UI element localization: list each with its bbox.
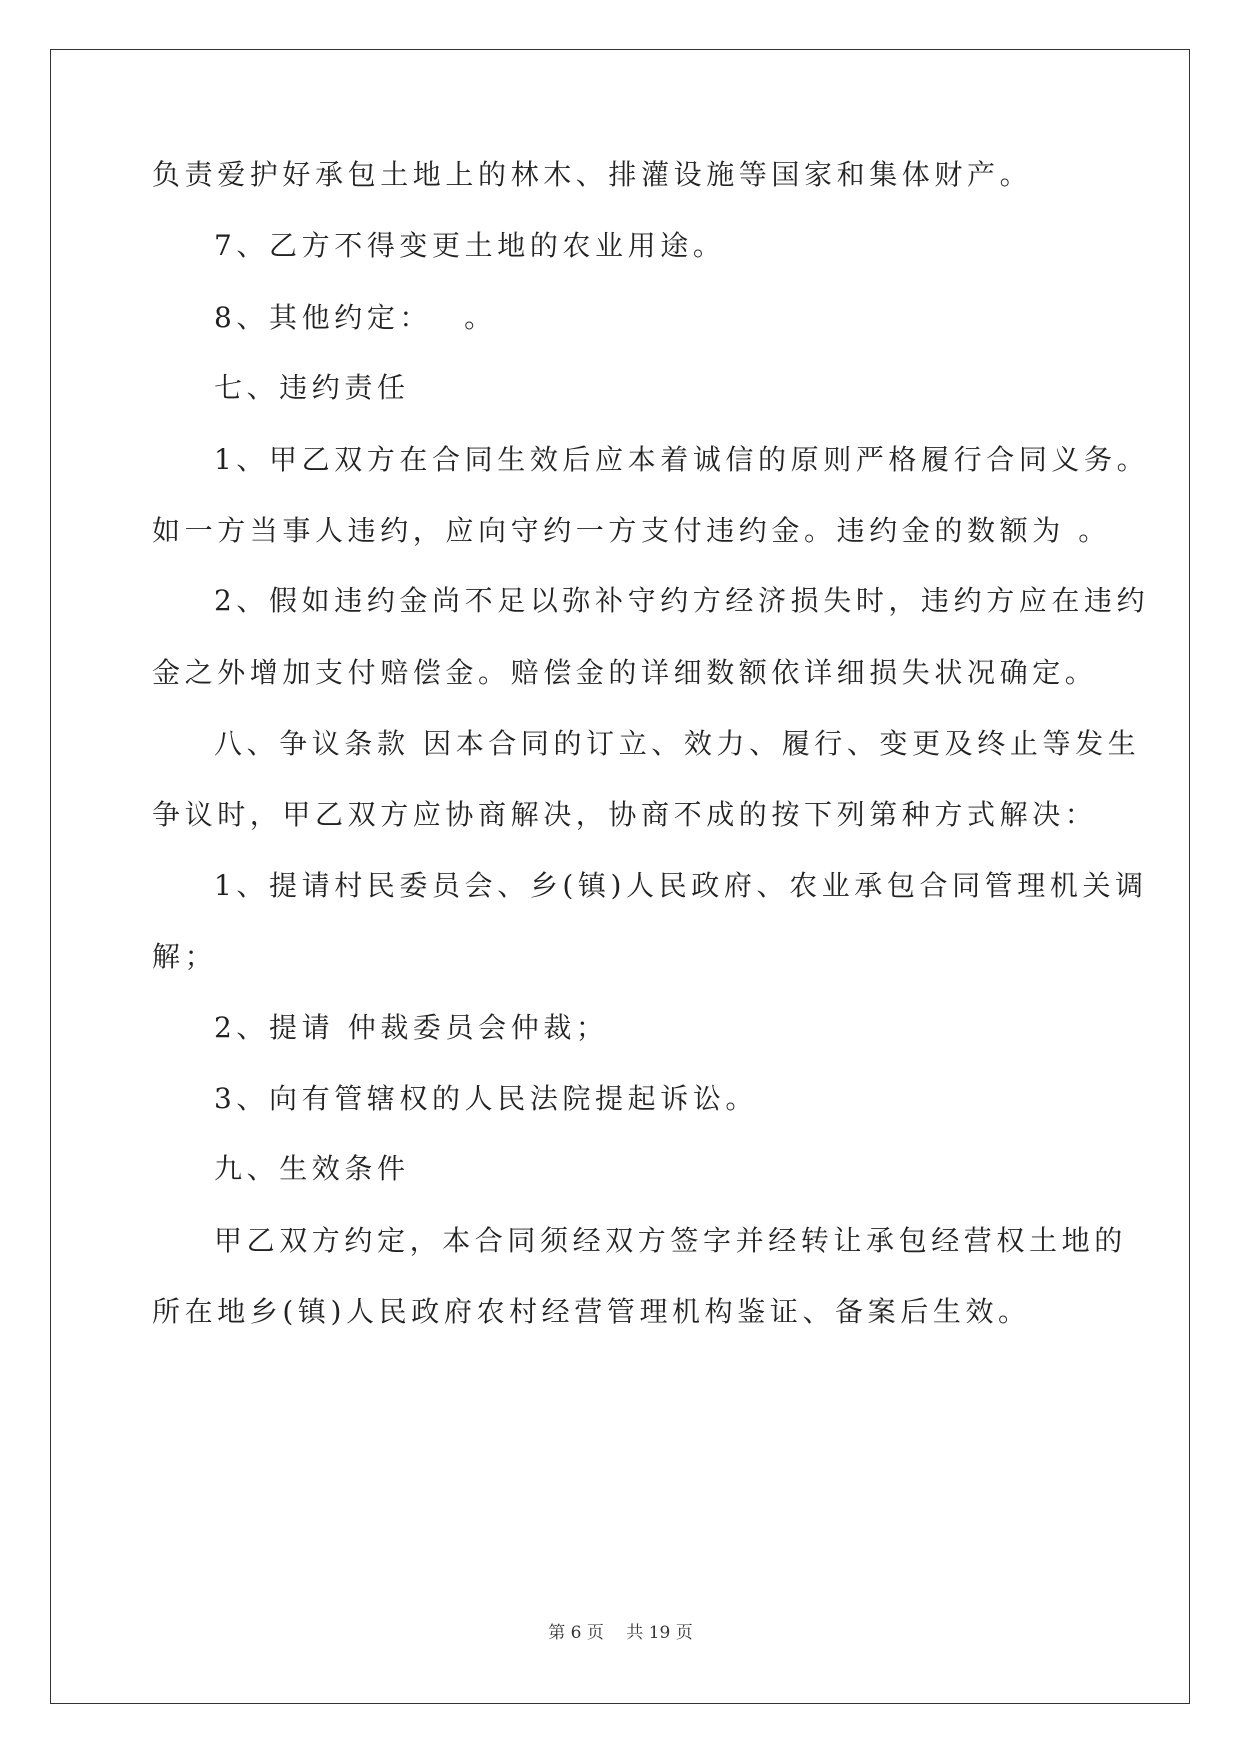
section-heading: 九、生效条件	[214, 1152, 410, 1185]
text-line: 金之外增加支付赔偿金。赔偿金的详细数额依详细损失状况确定。	[152, 656, 1098, 689]
text-line: 2、假如违约金尚不足以弥补守约方经济损失时，违约方应在违约	[214, 584, 1150, 617]
text-line: 负责爱护好承包土地上的林木、排灌设施等国家和集体财产。	[152, 158, 1033, 191]
text-line: 1、提请村民委员会、乡(镇)人民政府、农业承包合同管理机关调	[214, 869, 1148, 902]
text-line: 所在地乡(镇)人民政府农村经营管理机构鉴证、备案后生效。	[152, 1295, 1031, 1328]
text-line: 争议时，甲乙双方应协商解决，协商不成的按下列第种方式解决：	[152, 798, 1098, 831]
text-line: 甲乙双方约定，本合同须经双方签字并经转让承包经营权土地的	[214, 1224, 1127, 1257]
text-line: 1、甲乙双方在合同生效后应本着诚信的原则严格履行合同义务。	[214, 443, 1150, 476]
text-line: 2、提请 仲裁委员会仲裁；	[214, 1011, 609, 1044]
page-number-footer: 第 6 页 共 19 页	[548, 1623, 693, 1643]
text-line: 3、向有管辖权的人民法院提起诉讼。	[214, 1082, 759, 1115]
text-line: 7、乙方不得变更土地的农业用途。	[214, 229, 726, 262]
section-heading: 七、违约责任	[214, 371, 410, 404]
text-line: 八、争议条款 因本合同的订立、效力、履行、变更及终止等发生	[214, 727, 1141, 760]
text-line: 8、其他约定： 。	[214, 301, 497, 334]
text-line: 如一方当事人违约，应向守约一方支付违约金。违约金的数额为 。	[152, 514, 1111, 547]
text-line: 解；	[152, 940, 218, 973]
